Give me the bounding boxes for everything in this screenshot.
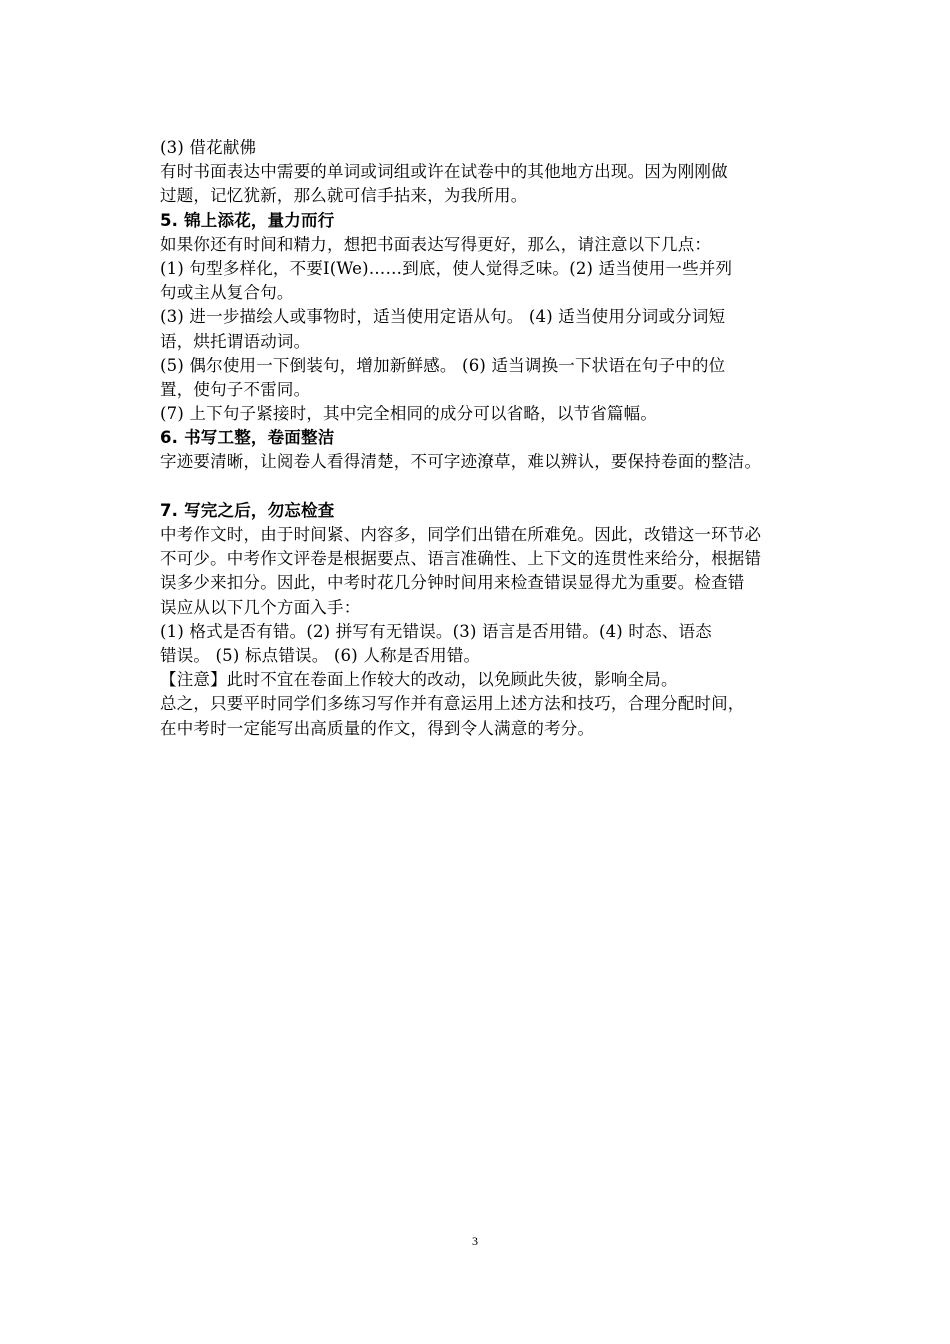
note-line: 【注意】此时不宜在卷面上作较大的改动，以免顾此失彼，影响全局。 — [160, 670, 678, 690]
paragraph-line: 有时书面表达中需要的单词或词组或许在试卷中的其他地方出现。因为刚刚做 — [160, 162, 728, 182]
item-heading-3: (3) 借花献佛 — [160, 138, 257, 157]
paragraph-line: (1) 格式是否有错。(2) 拼写有无错误。(3) 语言是否用错。(4) 时态、语态 — [160, 621, 712, 641]
paragraph-line: 语，烘托谓语动词。 — [160, 331, 311, 351]
paragraph-line: (5) 偶尔使用一下倒装句，增加新鲜感。 (6) 适当调换一下状语在句子中的位 — [160, 355, 726, 375]
paragraph-line: 字迹要清晰，让阅卷人看得清楚，不可字迹潦草，难以辨认，要保持卷面的整洁。 — [160, 452, 762, 472]
paragraph-line: 中考作文时，由于时间紧、内容多，同学们出错在所难免。因此，改错这一环节必 — [160, 525, 762, 544]
paragraph-line: 总之，只要平时同学们多练习写作并有意运用上述方法和技巧，合理分配时间， — [160, 694, 745, 714]
section-heading-5: 5. 锦上添花，量力而行 — [160, 210, 335, 230]
paragraph-line: 过题，记忆犹新，那么就可信手拈来，为我所用。 — [160, 186, 528, 206]
paragraph-line: 在中考时一定能写出高质量的作文，得到令人满意的考分。 — [160, 718, 595, 738]
paragraph-line: 误应从以下几个方面入手： — [160, 597, 361, 617]
paragraph-line: (7) 上下句子紧接时，其中完全相同的成分可以省略，以节省篇幅。 — [160, 404, 658, 424]
blank-line — [160, 475, 825, 499]
page-number: 3 — [472, 1234, 478, 1248]
paragraph-line: 如果你还有时间和精力，想把书面表达写得更好，那么，请注意以下几点： — [160, 234, 712, 254]
paragraph-line: (1) 句型多样化，不要I(We)……到底，使人觉得乏味。(2) 适当使用一些并列 — [160, 258, 733, 278]
section-heading-7: 7. 写完之后，勿忘检查 — [160, 500, 335, 520]
paragraph-line: (3) 进一步描绘人或事物时，适当使用定语从句。 (4) 适当使用分词或分词短 — [160, 307, 726, 327]
paragraph-line: 错误。 (5) 标点错误。 (6) 人称是否用错。 — [160, 645, 481, 665]
document-body — [160, 136, 825, 741]
paragraph-line: 不可少。中考作文评卷是根据要点、语言准确性、上下文的连贯性来给分，根据错 — [160, 549, 762, 569]
paragraph-line: 句或主从复合句。 — [160, 283, 294, 303]
paragraph-line: 置，使句子不雷同。 — [160, 379, 311, 399]
section-heading-6: 6. 书写工整，卷面整洁 — [160, 428, 335, 448]
paragraph-line: 误多少来扣分。因此，中考时花几分钟时间用来检查错误显得尤为重要。检查错 — [160, 573, 745, 593]
